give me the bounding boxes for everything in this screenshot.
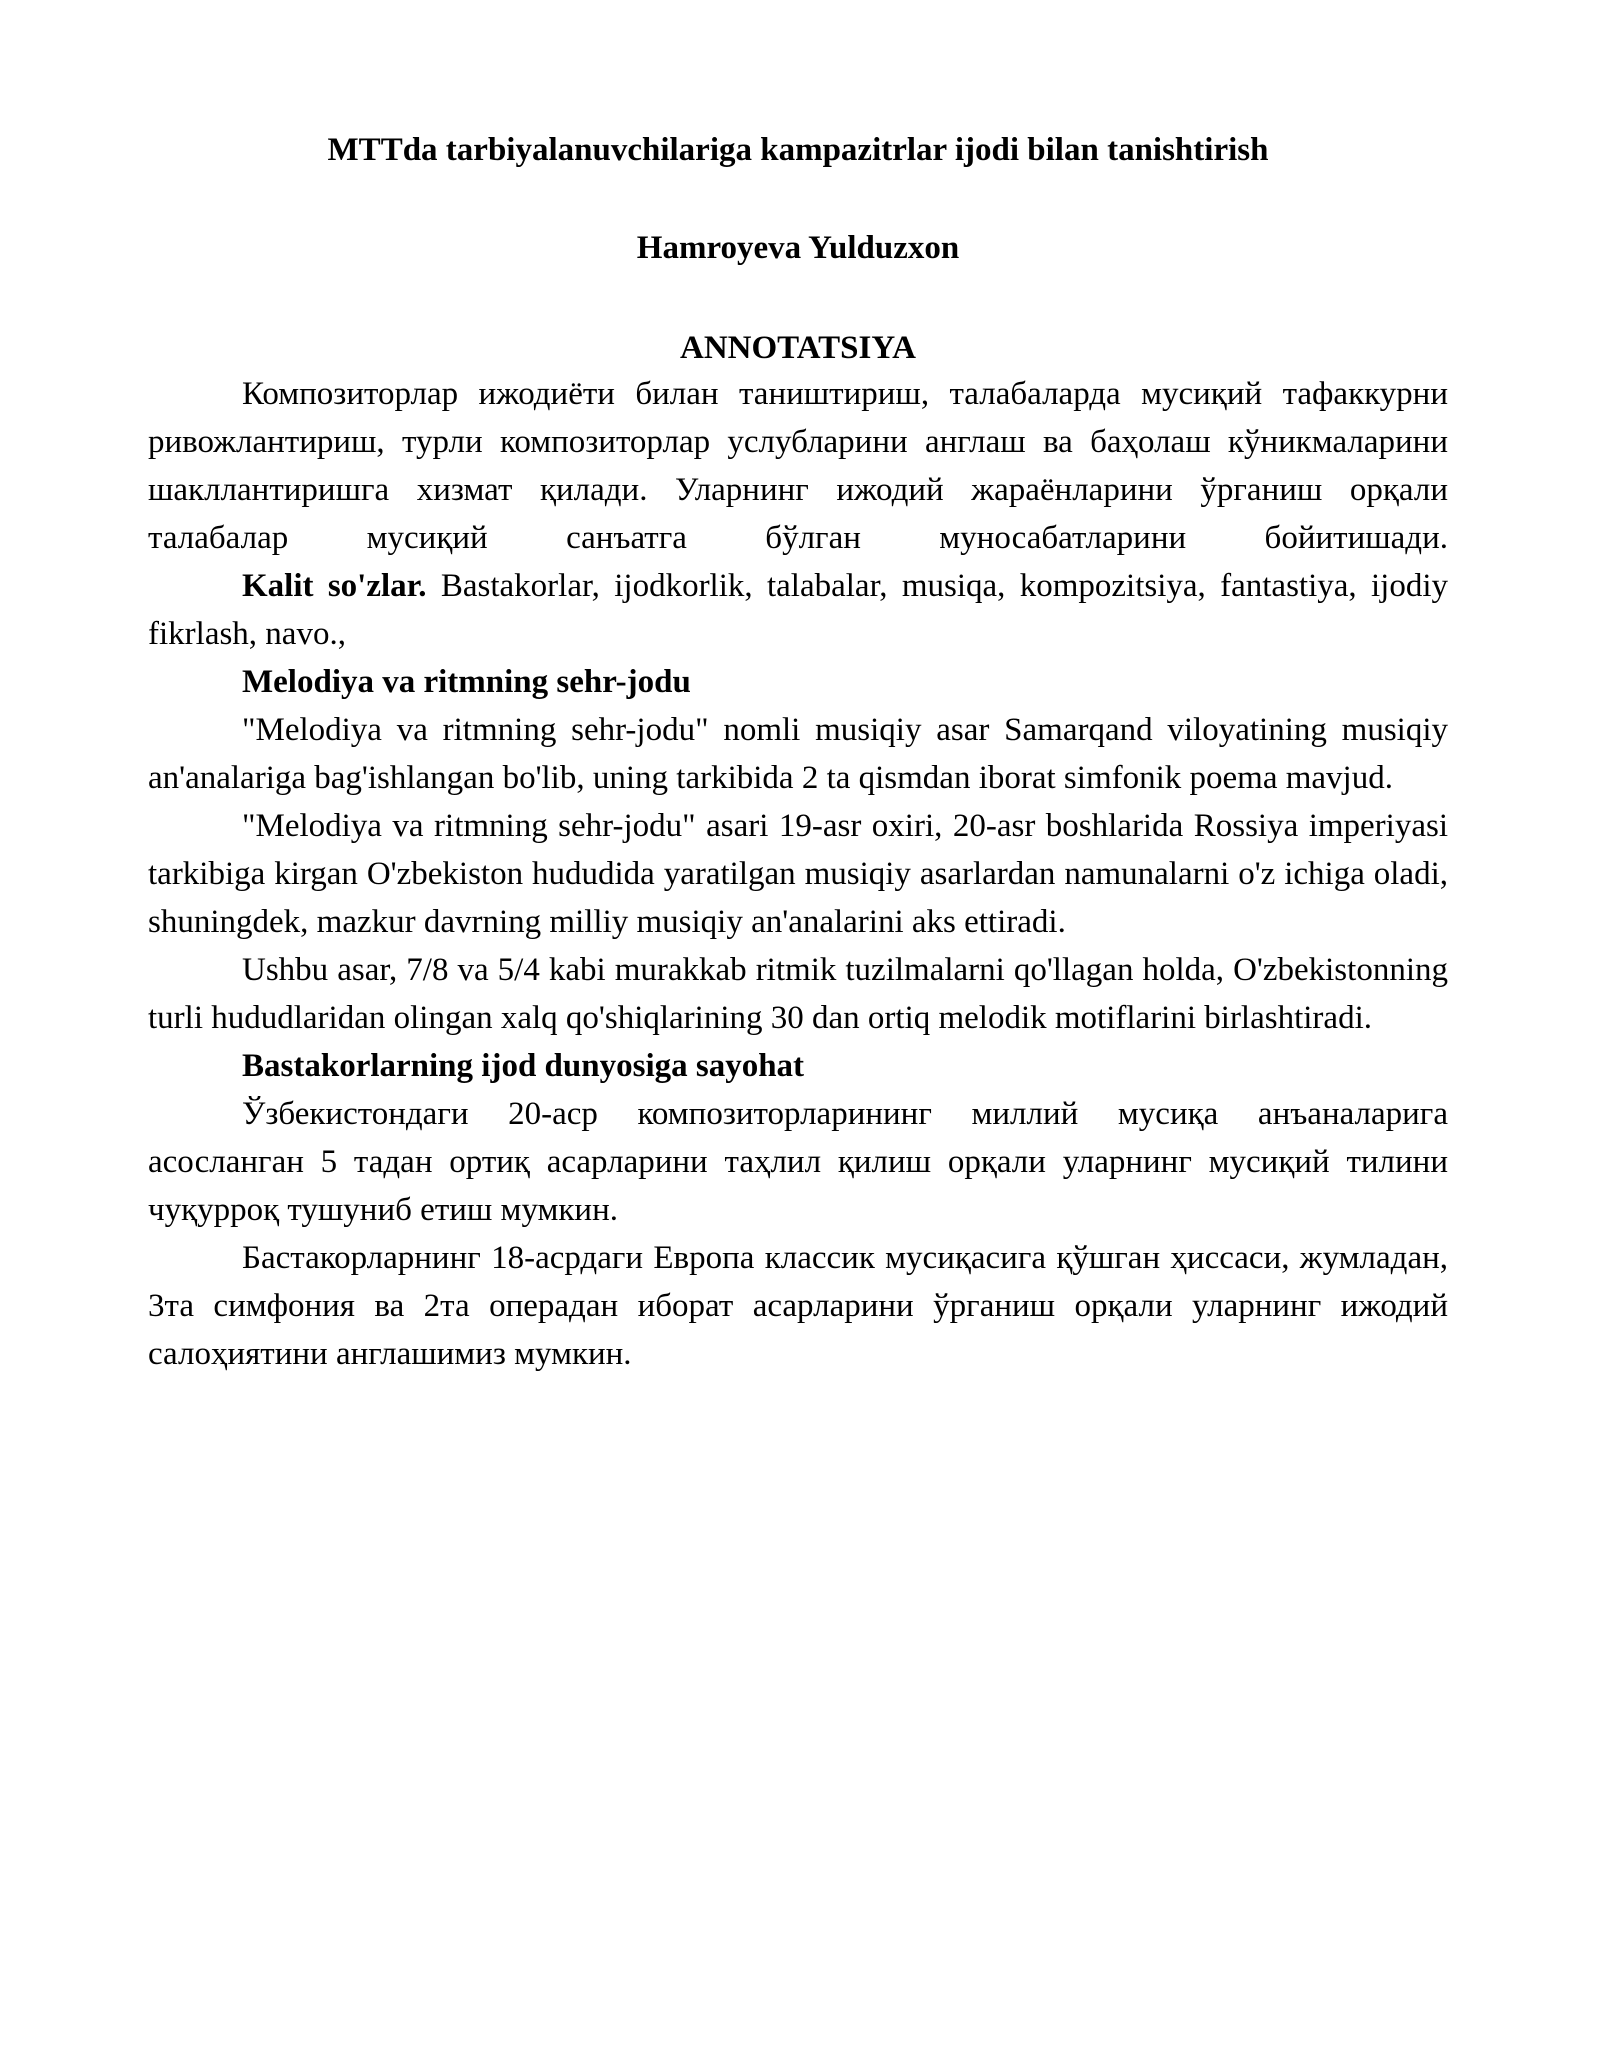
author-name: Hamroyeva Yulduzxon [636,230,960,266]
abstract-heading: ANNOTATSIYA [680,330,916,366]
keywords-label: Kalit so'zlar. [242,568,427,604]
document-title: MTTda tarbiyalanuvchilariga kampazitrlar ijodi bilan tanishtirish [327,132,1269,168]
section-heading-bastakorlar: Bastakorlarning ijod dunyosiga sayohat [242,1048,805,1084]
section2-paragraph-1: Ўзбекистондаги 20-аср композиторларининг миллий мусиқа анъаналарига асосланган 5 тадан ортиқ асарларини таҳлил қилиш орқали уларнинг мусиқий тилини чуқурроқ тушуниб етиш мумкин. [148,1096,1448,1228]
section1-paragraph-3: Ushbu asar, 7/8 va 5/4 kabi murakkab ritmik tuzilmalarni qo'llagan holda, O'zbekistonning turli hududlaridan olingan xalq qo'shiqlarining 30 dan ortiq melodik motiflarini birlashtiradi. [148,952,1448,1036]
section1-paragraph-2: "Melodiya va ritmning sehr-jodu" asari 19-asr oxiri, 20-asr boshlarida Rossiya imperiyasi tarkibiga kirgan O'zbekiston hududida yaratilgan musiqiy asarlardan namunalarni o'z ichiga oladi, shuningdek, mazkur davrning milliy musiqiy an'analarini aks ettiradi. [148,808,1448,940]
abstract-paragraph: Композиторлар ижодиёти билан таништириш, талабаларда мусиқий тафаккурни ривожлантириш, турли композиторлар услубларини англаш ва баҳолаш кўникмаларини шакллантиришга хизмат қилади. Уларнинг ижодий жараёнларини ўрганиш орқали талабалар мусиқий санъатга бўлган муносабатларини бойитишади. [148,376,1448,556]
section-heading-melodiya: Melodiya va ritmning sehr-jodu [242,664,691,700]
keywords-paragraph [148,562,1448,658]
keywords-text: Bastakorlar, ijodkorlik, talabalar, musiqa, kompozitsiya, fantastiya, ijodiy fikrlash, navo., [148,568,1448,652]
section2-paragraph-2: Бастакорларнинг 18-асрдаги Европа классик мусиқасига қўшган ҳиссаси, жумладан, 3та симфония ва 2та операдан иборат асарларини ўрганиш орқали уларнинг ижодий салоҳиятини англашимиз мумкин. [148,1240,1448,1372]
document-page [148,128,1448,1378]
section1-paragraph-1: "Melodiya va ritmning sehr-jodu" nomli musiqiy asar Samarqand viloyatining musiqiy an'analariga bag'ishlangan bo'lib, uning tarkibida 2 ta qismdan iborat simfonik poema mavjud. [148,712,1448,796]
